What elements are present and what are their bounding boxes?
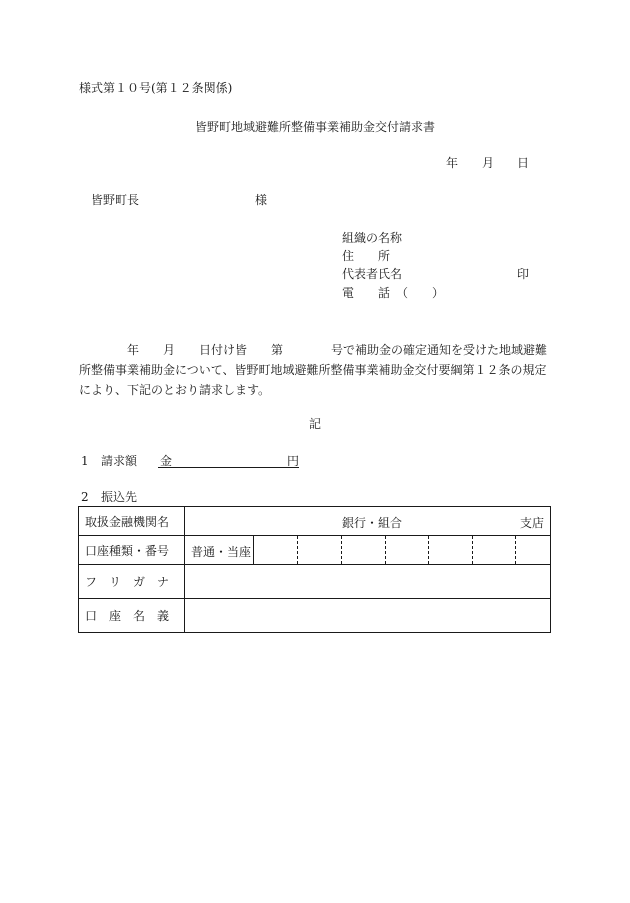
account-row: [79, 536, 551, 565]
org-name-label: 組織の名称: [342, 231, 403, 245]
date-day-label: 日: [517, 156, 530, 170]
account-digit-divider: [472, 536, 473, 564]
section1-label: 請求額: [101, 454, 138, 468]
institution-field[interactable]: [185, 507, 551, 536]
holder-field[interactable]: [185, 599, 551, 633]
account-digit-divider: [515, 536, 516, 564]
amount-kin-label: 金: [160, 454, 173, 468]
section1-number: 1: [81, 454, 89, 468]
bank-suffix: 銀行・組合: [342, 516, 403, 530]
institution-row: [79, 507, 551, 536]
section2-label: 振込先: [101, 490, 138, 504]
branch-suffix: 支店: [519, 516, 544, 530]
seal-mark: 印: [517, 267, 530, 281]
furigana-field[interactable]: [185, 565, 551, 599]
furigana-row: [79, 565, 551, 599]
account-digit-divider: [385, 536, 386, 564]
institution-label: 取扱金融機関名: [79, 507, 185, 536]
account-digit-divider: [428, 536, 429, 564]
addressee-honorific: 様: [255, 193, 268, 207]
form-number: 様式第１０号(第１２条関係): [79, 81, 233, 95]
addressee-name: 皆野町長: [91, 193, 140, 207]
address-label: 住 所: [342, 249, 391, 263]
amount-field-underline[interactable]: [158, 467, 299, 468]
section2-number: 2: [81, 490, 89, 504]
date-month-label: 月: [482, 156, 495, 170]
holder-row: [79, 599, 551, 633]
account-type-options[interactable]: 普通・当座: [185, 536, 254, 564]
request-body-text: 年 月 日付け皆 第 号で補助金の確定通知を受けた地域避難所整備事業補助金について、皆野町地域避難所整備事業補助金交付要綱第１２条の規定により、下記のとおり請求します。: [79, 343, 548, 397]
representative-label: 代表者氏名: [342, 267, 403, 281]
account-digit-divider: [341, 536, 342, 564]
furigana-label: フ リ ガ ナ: [79, 565, 185, 599]
bank-transfer-table: [78, 506, 551, 633]
account-digit-divider: [297, 536, 298, 564]
date-year-label: 年: [446, 156, 459, 170]
phone-label: 電 話 （ ）: [342, 286, 445, 300]
amount-yen-label: 円: [287, 454, 300, 468]
account-field[interactable]: [185, 536, 551, 565]
document-title: 皆野町地域避難所整備事業補助金交付請求書: [194, 120, 435, 134]
ki-heading: 記: [308, 417, 321, 431]
holder-label: 口 座 名 義: [79, 599, 185, 633]
account-label: 口座種類・番号: [79, 536, 185, 565]
